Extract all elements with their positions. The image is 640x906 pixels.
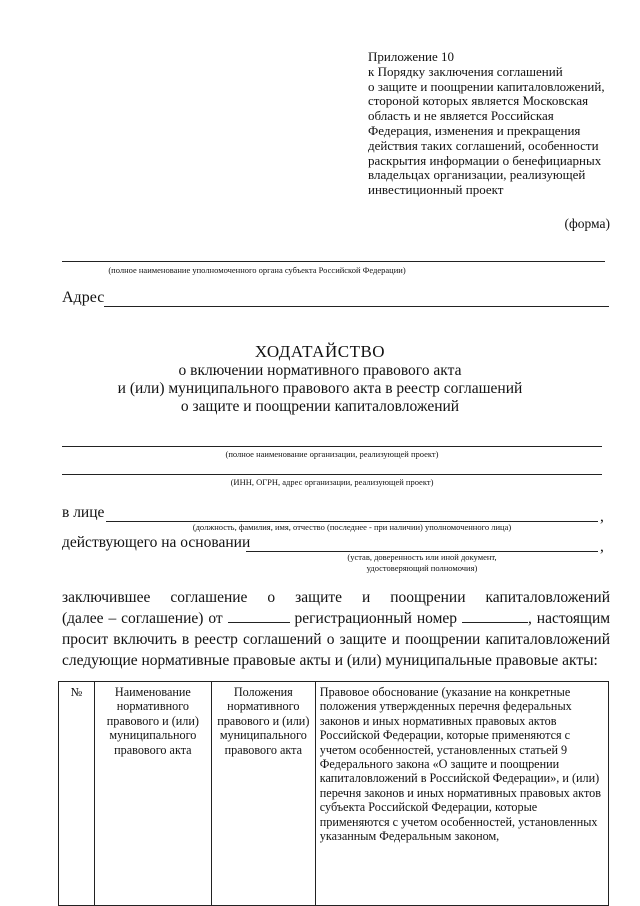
basis-caption-1: (устав, доверенность или иной документ, <box>347 552 497 562</box>
appendix-line: область и не является Российская <box>368 108 554 124</box>
header-act-name: Наименование нормативного правового и (или) муниципального правового акта <box>94 682 211 906</box>
acts-table <box>58 681 609 906</box>
paragraph-text: регистрационный номер <box>294 610 458 627</box>
document-subtitle-3: о защите и поощрении капиталовложений <box>180 398 460 415</box>
registration-number-field[interactable] <box>462 608 528 623</box>
authority-field[interactable] <box>62 261 605 262</box>
address-label: Адрес <box>62 289 105 306</box>
inn-field[interactable] <box>62 474 602 475</box>
appendix-block <box>368 50 628 198</box>
appendix-line: к Порядку заключения соглашений <box>368 63 563 79</box>
basis-comma: , <box>600 538 604 555</box>
paragraph-text: (далее – соглашение) от <box>62 610 223 627</box>
person-caption: (должность, фамилия, имя, отчество (последнее - при наличии) уполномоченного лица) <box>192 522 512 532</box>
authority-caption: (полное наименование уполномоченного органа субъекта Российской Федерации) <box>108 265 406 275</box>
agreement-date-field[interactable] <box>228 608 290 623</box>
appendix-line: Федерация, изменения и прекращения <box>368 122 581 138</box>
paragraph-line-3: просит включить в реестр соглашений о защите и поощрении капиталовложений <box>62 631 610 648</box>
address-field[interactable] <box>104 306 609 307</box>
appendix-line: инвестиционный проект <box>368 182 504 198</box>
paragraph-line-1: заключившее соглашение о защите и поощрении капиталовложений <box>62 589 610 606</box>
document-subtitle-2: и (или) муниципального правового акта в реестр соглашений <box>117 380 523 397</box>
person-comma: , <box>600 508 604 525</box>
appendix-line: действия таких соглашений, особенности <box>368 137 599 153</box>
organization-field[interactable] <box>62 446 602 447</box>
paragraph-line-2 <box>62 608 610 629</box>
basis-caption-2: удостоверяющий полномочия) <box>366 563 478 573</box>
appendix-line: о защите и поощрении капиталовложений, <box>368 78 605 94</box>
appendix-line: стороной которых является Московская <box>368 93 589 109</box>
header-number: № <box>59 682 95 906</box>
person-label: в лице <box>62 504 105 521</box>
paragraph-line-4: следующие нормативные правовые акты и (или) муниципальные правовые акты: <box>62 652 598 669</box>
document-title: ХОДАТАЙСТВО <box>254 342 386 361</box>
form-mark: (форма) <box>564 216 610 231</box>
organization-caption: (полное наименование организации, реализующей проект) <box>225 449 439 459</box>
inn-caption: (ИНН, ОГРН, адрес организации, реализующей проект) <box>230 477 434 487</box>
header-act-provisions: Положения нормативного правового и (или) муниципального правового акта <box>211 682 315 906</box>
document-subtitle-1: о включении нормативного правового акта <box>178 362 462 379</box>
appendix-line: владельцах организации, реализующей <box>368 167 586 183</box>
header-legal-basis: Правовое обоснование (указание на конкретные положения утвержденных перечня федеральных законов и иных нормативных правовых актов Российской Федерации, которые применяются с учетом особенностей, установленных статьей 9 Федерального закона «О защите и поощрении капиталовложений в Российской Федерации», и (или) перечня законов и иных нормативных правовых актов субъекта Российской Федерации, которые применяются с учетом особенностей, установленных указанным Федеральным законом, <box>315 682 608 906</box>
basis-label: действующего на основании <box>62 534 251 551</box>
appendix-line: раскрытия информации о бенефициарных <box>368 152 602 168</box>
appendix-line: Приложение 10 <box>368 49 455 64</box>
table-header-row <box>59 682 609 906</box>
paragraph-text: , настоящим <box>528 610 611 627</box>
request-paragraph <box>62 587 610 671</box>
